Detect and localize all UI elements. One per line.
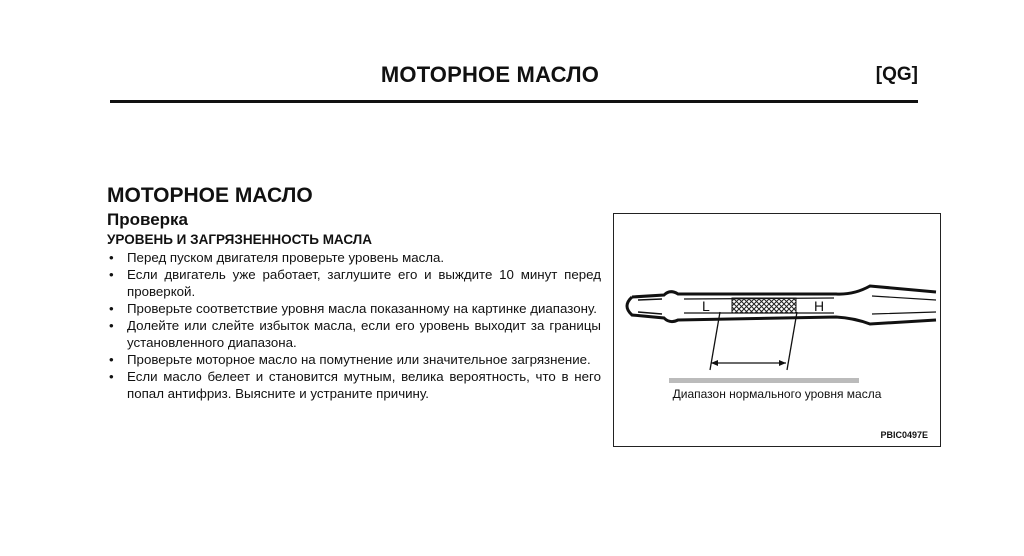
mark-high: H: [814, 298, 825, 314]
list-item-text: Перед пуском двигателя проверьте уровень масла.: [127, 250, 445, 265]
bullet-icon: •: [109, 369, 114, 384]
list-item-text: Долейте или слейте избыток масла, если его уровень выходит за границы установленного диапазона.: [127, 318, 601, 350]
figure-code: PBIC0497E: [880, 430, 928, 440]
list-item-text: Если двигатель уже работает, заглушите его и выждите 10 минут перед проверкой.: [127, 267, 601, 299]
list-item-text: Проверьте моторное масло на помутнение или значительное загрязнение.: [127, 352, 591, 367]
figure-caption: Диапазон нормального уровня масла: [672, 387, 882, 401]
list-item: [107, 249, 601, 266]
list-item: [107, 368, 601, 402]
bullet-icon: •: [109, 250, 114, 265]
bullet-icon: •: [109, 352, 114, 367]
bullet-list: [107, 249, 601, 402]
topic-title: УРОВЕНЬ И ЗАГРЯЗНЕННОСТЬ МАСЛА: [107, 232, 372, 247]
page-header-title: МОТОРНОЕ МАСЛО: [380, 62, 600, 87]
page-header-code: [QG]: [875, 64, 918, 85]
list-item-text: Если масло белеет и становится мутным, велика вероятность, что в него попал антифриз. Выясните и устраните причину.: [127, 369, 601, 401]
bullet-icon: •: [109, 267, 114, 282]
bullet-icon: •: [109, 301, 114, 316]
figure-box: [613, 213, 941, 447]
mark-low: L: [702, 298, 710, 314]
section-title: МОТОРНОЕ МАСЛО: [107, 184, 313, 207]
list-item: [107, 351, 601, 368]
list-item-text: Проверьте соответствие уровня масла показанному на картинке диапазону.: [127, 301, 597, 316]
bullet-icon: •: [109, 318, 114, 333]
dipstick-icon: [614, 214, 940, 446]
subsection-title: Проверка: [107, 210, 189, 229]
list-item: [107, 266, 601, 300]
list-item: [107, 317, 601, 351]
list-item: [107, 300, 601, 317]
header-rule: [110, 100, 918, 103]
